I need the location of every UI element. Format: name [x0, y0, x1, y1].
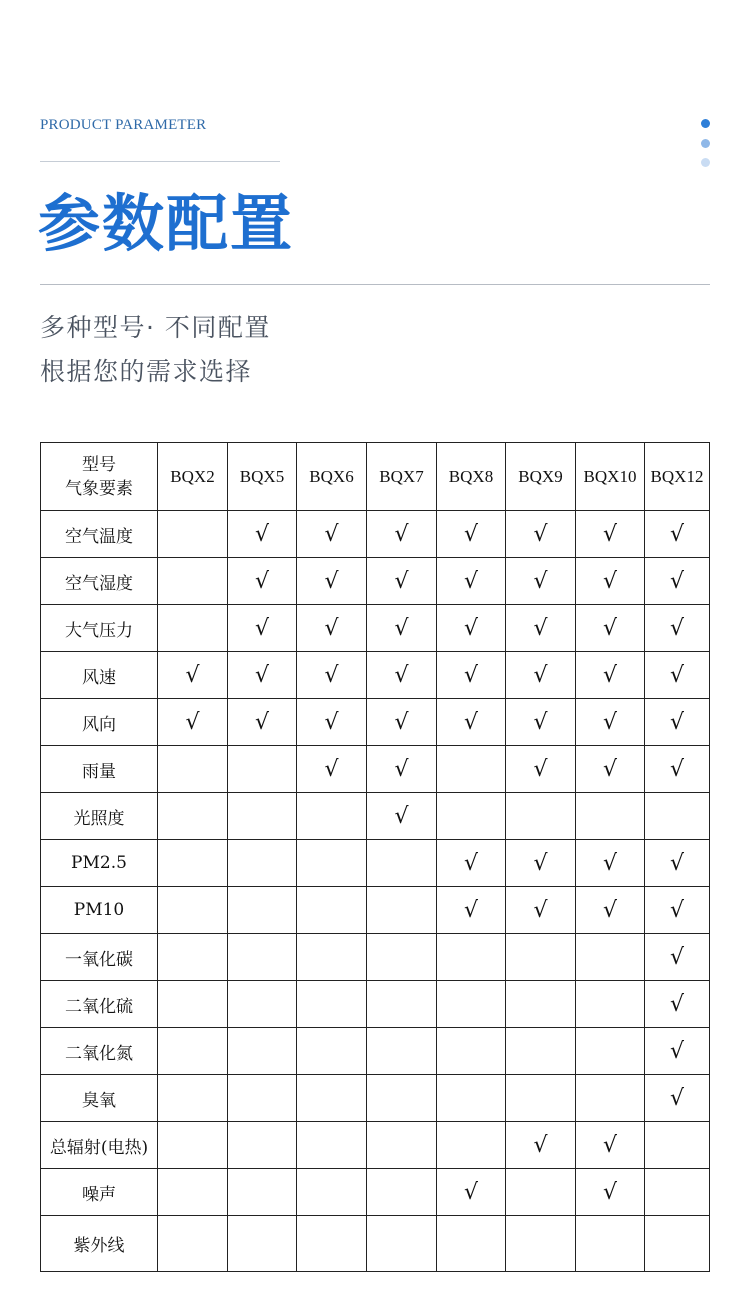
- check-mark-icon: √: [394, 803, 409, 829]
- table-row: [41, 1216, 710, 1272]
- check-mark-icon: √: [602, 756, 618, 782]
- check-mark-icon: √: [254, 615, 270, 641]
- table-row: [41, 793, 710, 840]
- check-cell: [367, 1028, 437, 1075]
- check-cell: [228, 605, 297, 652]
- check-cell: [297, 558, 367, 605]
- check-mark-icon: √: [669, 1085, 685, 1111]
- check-cell: [437, 1075, 506, 1122]
- check-mark-icon: √: [533, 615, 548, 641]
- check-cell: [576, 1075, 645, 1122]
- tagline-line-2: 根据您的需求选择: [40, 357, 253, 386]
- check-cell: [228, 746, 297, 793]
- check-cell: [506, 793, 576, 840]
- check-mark-icon: √: [533, 850, 548, 876]
- model-header-bqx5: BQX5: [228, 443, 297, 511]
- table-row: [41, 840, 710, 887]
- check-cell: [228, 1075, 297, 1122]
- check-mark-icon: √: [602, 521, 618, 547]
- corner-label-elements: 气象要素: [65, 478, 133, 499]
- check-mark-icon: √: [394, 756, 409, 782]
- feature-cell: 紫外线: [41, 1216, 158, 1272]
- table-body: [41, 511, 710, 1272]
- check-cell: [506, 1122, 576, 1169]
- check-cell: [228, 887, 297, 934]
- check-cell: [158, 1216, 228, 1272]
- check-mark-icon: √: [533, 709, 548, 735]
- table-row: [41, 934, 710, 981]
- feature-cell: 一氧化碳: [41, 934, 158, 981]
- table-row: [41, 605, 710, 652]
- check-cell: [158, 934, 228, 981]
- check-mark-icon: √: [254, 709, 270, 735]
- check-mark-icon: √: [669, 850, 685, 876]
- check-mark-icon: √: [324, 568, 339, 594]
- check-mark-icon: √: [463, 615, 479, 641]
- check-cell: [645, 934, 710, 981]
- check-cell: [645, 558, 710, 605]
- check-cell: [297, 1028, 367, 1075]
- check-mark-icon: √: [602, 897, 618, 923]
- check-cell: [297, 511, 367, 558]
- check-cell: [297, 840, 367, 887]
- check-mark-icon: √: [669, 615, 685, 641]
- check-mark-icon: √: [463, 662, 479, 688]
- dot-icon: [701, 158, 710, 167]
- check-cell: [158, 793, 228, 840]
- parameter-table: [40, 442, 710, 1272]
- check-cell: [297, 887, 367, 934]
- check-cell: [645, 605, 710, 652]
- check-cell: [228, 1216, 297, 1272]
- table-row: [41, 1122, 710, 1169]
- check-mark-icon: √: [669, 756, 685, 782]
- feature-cell: 雨量: [41, 746, 158, 793]
- check-cell: [228, 981, 297, 1028]
- check-mark-icon: √: [324, 709, 339, 735]
- check-mark-icon: √: [669, 944, 685, 970]
- check-cell: [576, 558, 645, 605]
- check-cell: [297, 746, 367, 793]
- subtitle-en: PRODUCT PARAMETER: [40, 117, 207, 133]
- check-mark-icon: √: [394, 709, 409, 735]
- check-mark-icon: √: [185, 709, 200, 735]
- check-mark-icon: √: [254, 568, 270, 594]
- check-mark-icon: √: [533, 897, 548, 923]
- check-mark-icon: √: [533, 521, 548, 547]
- check-cell: [297, 1169, 367, 1216]
- check-cell: [228, 1028, 297, 1075]
- check-cell: [576, 887, 645, 934]
- table-row: [41, 511, 710, 558]
- check-cell: [297, 1075, 367, 1122]
- check-cell: [506, 746, 576, 793]
- table-row: [41, 887, 710, 934]
- check-cell: [437, 1122, 506, 1169]
- check-cell: [297, 699, 367, 746]
- check-mark-icon: √: [324, 521, 339, 547]
- check-cell: [228, 511, 297, 558]
- subtitle-divider: [40, 161, 280, 162]
- check-mark-icon: √: [463, 850, 479, 876]
- check-mark-icon: √: [185, 662, 200, 688]
- table-row: [41, 746, 710, 793]
- model-header-bqx8: BQX8: [437, 443, 506, 511]
- check-mark-icon: √: [602, 662, 618, 688]
- check-cell: [367, 934, 437, 981]
- corner-label-model: 型号: [82, 454, 116, 475]
- check-cell: [437, 558, 506, 605]
- check-cell: [367, 981, 437, 1028]
- check-mark-icon: √: [463, 897, 479, 923]
- check-cell: [437, 605, 506, 652]
- check-cell: [367, 699, 437, 746]
- check-cell: [228, 1169, 297, 1216]
- dot-icon: [701, 119, 710, 128]
- check-cell: [576, 605, 645, 652]
- check-cell: [158, 558, 228, 605]
- check-cell: [297, 981, 367, 1028]
- check-cell: [437, 1028, 506, 1075]
- check-cell: [506, 605, 576, 652]
- check-cell: [506, 699, 576, 746]
- check-cell: [228, 840, 297, 887]
- check-cell: [576, 1169, 645, 1216]
- feature-cell: 空气湿度: [41, 558, 158, 605]
- check-cell: [228, 1122, 297, 1169]
- check-cell: [158, 981, 228, 1028]
- feature-cell: 大气压力: [41, 605, 158, 652]
- dot-icon: [701, 139, 710, 148]
- check-cell: [437, 887, 506, 934]
- check-cell: [645, 1169, 710, 1216]
- check-cell: [576, 981, 645, 1028]
- check-cell: [576, 1028, 645, 1075]
- check-cell: [437, 699, 506, 746]
- check-cell: [437, 652, 506, 699]
- feature-cell: 空气温度: [41, 511, 158, 558]
- check-mark-icon: √: [602, 1179, 618, 1205]
- feature-cell: 二氧化氮: [41, 1028, 158, 1075]
- table-row: [41, 1028, 710, 1075]
- feature-cell: 光照度: [41, 793, 158, 840]
- check-cell: [576, 793, 645, 840]
- check-cell: [367, 1216, 437, 1272]
- check-cell: [158, 887, 228, 934]
- feature-cell: 总辐射(电热): [41, 1122, 158, 1169]
- model-header-bqx6: BQX6: [297, 443, 367, 511]
- check-cell: [228, 558, 297, 605]
- check-cell: [576, 840, 645, 887]
- check-cell: [228, 934, 297, 981]
- check-cell: [437, 1169, 506, 1216]
- check-cell: [576, 1216, 645, 1272]
- check-cell: [437, 840, 506, 887]
- check-mark-icon: √: [669, 568, 685, 594]
- check-mark-icon: √: [602, 709, 618, 735]
- check-cell: [158, 605, 228, 652]
- check-mark-icon: √: [669, 991, 685, 1017]
- check-cell: [645, 699, 710, 746]
- check-cell: [437, 1216, 506, 1272]
- check-cell: [228, 652, 297, 699]
- model-header-bqx9: BQX9: [506, 443, 576, 511]
- check-cell: [645, 1028, 710, 1075]
- check-cell: [367, 887, 437, 934]
- model-header-bqx10: BQX10: [576, 443, 645, 511]
- check-cell: [506, 1169, 576, 1216]
- check-cell: [506, 1075, 576, 1122]
- check-mark-icon: √: [254, 662, 270, 688]
- check-cell: [367, 1169, 437, 1216]
- check-cell: [158, 1028, 228, 1075]
- check-mark-icon: √: [669, 521, 685, 547]
- table-header-row: [41, 443, 710, 511]
- check-cell: [437, 511, 506, 558]
- check-cell: [576, 699, 645, 746]
- check-cell: [506, 1216, 576, 1272]
- check-cell: [367, 652, 437, 699]
- check-cell: [645, 652, 710, 699]
- check-cell: [367, 558, 437, 605]
- check-mark-icon: √: [669, 897, 685, 923]
- check-cell: [576, 652, 645, 699]
- feature-cell: PM10: [41, 887, 158, 934]
- check-mark-icon: √: [669, 1038, 685, 1064]
- check-cell: [367, 793, 437, 840]
- check-cell: [645, 746, 710, 793]
- check-mark-icon: √: [533, 756, 548, 782]
- check-cell: [367, 1075, 437, 1122]
- check-mark-icon: √: [533, 568, 548, 594]
- check-cell: [645, 1216, 710, 1272]
- check-cell: [506, 934, 576, 981]
- page-title: 参数配置: [38, 187, 295, 260]
- check-cell: [297, 652, 367, 699]
- tagline: [40, 306, 271, 394]
- check-cell: [506, 511, 576, 558]
- check-cell: [158, 1075, 228, 1122]
- model-header-bqx12: BQX12: [645, 443, 710, 511]
- check-cell: [297, 793, 367, 840]
- check-mark-icon: √: [394, 521, 409, 547]
- table-row: [41, 1169, 710, 1216]
- check-cell: [506, 981, 576, 1028]
- check-mark-icon: √: [394, 615, 409, 641]
- check-cell: [645, 887, 710, 934]
- check-cell: [228, 793, 297, 840]
- check-cell: [158, 699, 228, 746]
- check-mark-icon: √: [463, 521, 479, 547]
- check-cell: [297, 1122, 367, 1169]
- check-mark-icon: √: [463, 568, 479, 594]
- model-header-bqx7: BQX7: [367, 443, 437, 511]
- check-mark-icon: √: [533, 1132, 548, 1158]
- check-mark-icon: √: [533, 662, 548, 688]
- table-row: [41, 981, 710, 1028]
- feature-cell: 噪声: [41, 1169, 158, 1216]
- check-cell: [506, 840, 576, 887]
- check-mark-icon: √: [324, 662, 339, 688]
- check-mark-icon: √: [602, 568, 618, 594]
- feature-cell: 风速: [41, 652, 158, 699]
- table-row: [41, 699, 710, 746]
- check-cell: [645, 793, 710, 840]
- check-cell: [645, 511, 710, 558]
- table-row: [41, 1075, 710, 1122]
- check-cell: [506, 887, 576, 934]
- check-cell: [297, 1216, 367, 1272]
- check-cell: [367, 511, 437, 558]
- check-cell: [158, 746, 228, 793]
- check-mark-icon: √: [602, 615, 618, 641]
- check-cell: [367, 605, 437, 652]
- check-cell: [437, 746, 506, 793]
- check-cell: [506, 652, 576, 699]
- check-mark-icon: √: [394, 568, 409, 594]
- check-mark-icon: √: [463, 709, 479, 735]
- check-mark-icon: √: [669, 662, 685, 688]
- check-cell: [645, 1075, 710, 1122]
- table-row: [41, 652, 710, 699]
- check-cell: [158, 1122, 228, 1169]
- check-mark-icon: √: [394, 662, 409, 688]
- title-divider: [40, 284, 710, 285]
- check-cell: [228, 699, 297, 746]
- table-row: [41, 558, 710, 605]
- check-mark-icon: √: [602, 850, 618, 876]
- check-cell: [645, 840, 710, 887]
- check-cell: [297, 605, 367, 652]
- feature-cell: PM2.5: [41, 840, 158, 887]
- check-mark-icon: √: [324, 615, 339, 641]
- check-mark-icon: √: [324, 756, 339, 782]
- model-header-bqx2: BQX2: [158, 443, 228, 511]
- check-cell: [437, 981, 506, 1028]
- check-cell: [158, 511, 228, 558]
- check-cell: [506, 1028, 576, 1075]
- check-cell: [158, 1169, 228, 1216]
- check-cell: [576, 511, 645, 558]
- check-cell: [645, 1122, 710, 1169]
- check-cell: [158, 840, 228, 887]
- check-cell: [576, 746, 645, 793]
- check-mark-icon: √: [463, 1179, 479, 1205]
- check-cell: [158, 652, 228, 699]
- check-mark-icon: √: [602, 1132, 618, 1158]
- check-cell: [297, 934, 367, 981]
- header-corner-cell: [41, 443, 158, 511]
- check-cell: [367, 840, 437, 887]
- check-cell: [437, 934, 506, 981]
- check-cell: [506, 558, 576, 605]
- check-cell: [576, 1122, 645, 1169]
- check-mark-icon: √: [254, 521, 270, 547]
- feature-cell: 臭氧: [41, 1075, 158, 1122]
- tagline-line-1: 多种型号· 不同配置: [40, 313, 271, 342]
- check-cell: [437, 793, 506, 840]
- check-cell: [367, 746, 437, 793]
- check-cell: [576, 934, 645, 981]
- feature-cell: 风向: [41, 699, 158, 746]
- check-mark-icon: √: [669, 709, 685, 735]
- check-cell: [645, 981, 710, 1028]
- feature-cell: 二氧化硫: [41, 981, 158, 1028]
- check-cell: [367, 1122, 437, 1169]
